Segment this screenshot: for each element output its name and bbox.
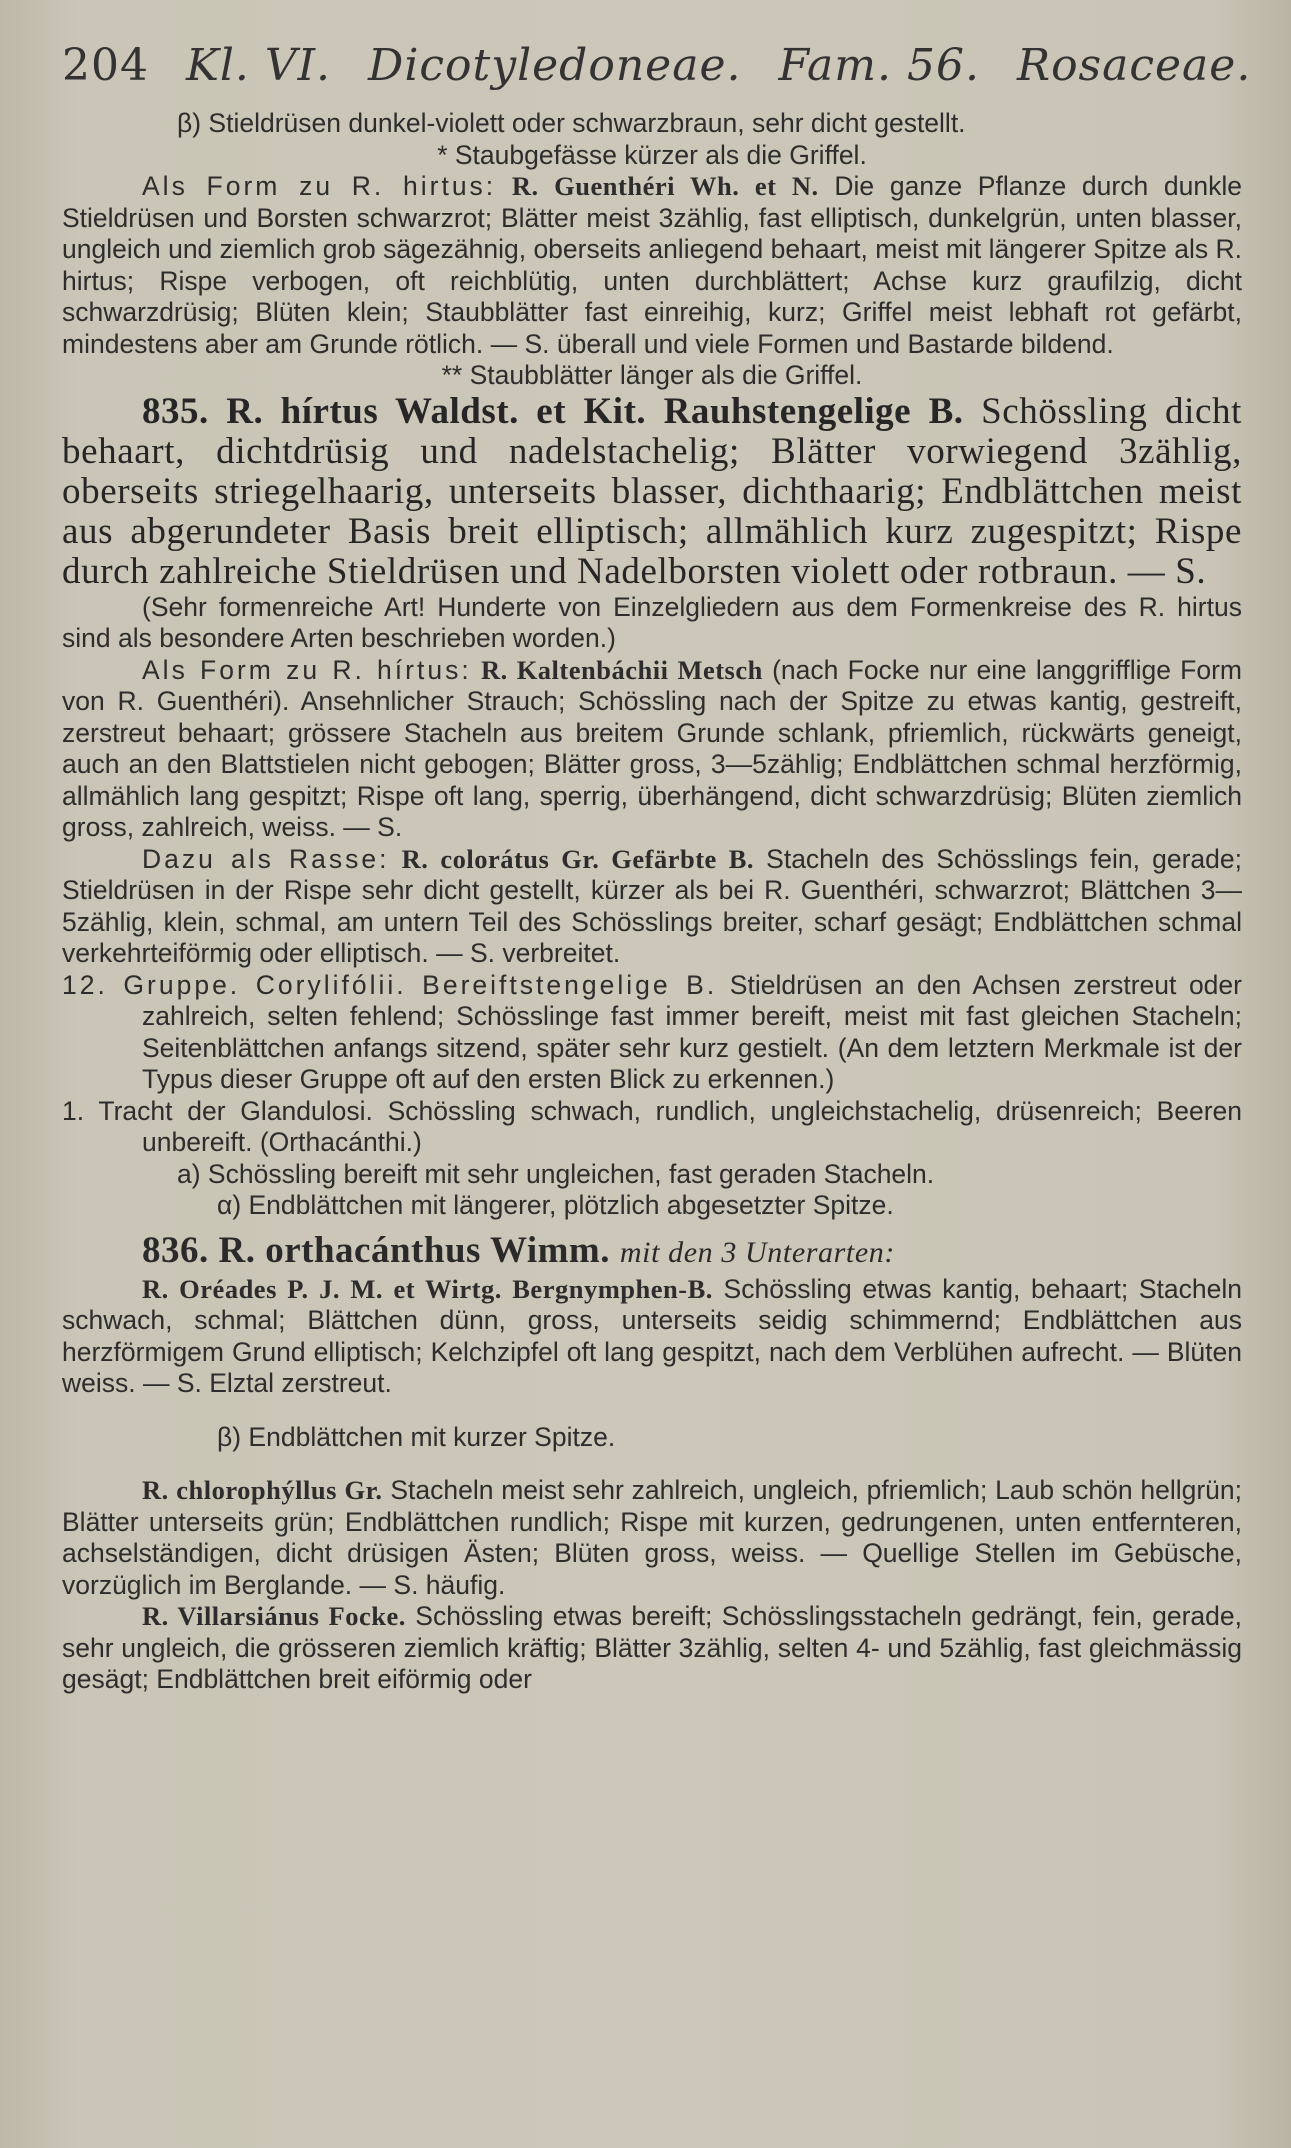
- page-number: 204: [62, 40, 149, 91]
- taxon-name: R. chlorophýllus Gr.: [142, 1475, 383, 1505]
- note-835: (Sehr formenreiche Art! Hunderte von Einzelgliedern aus dem Formenkreise des R. hirtus sind als besondere Arten beschrieben worden.): [62, 591, 1242, 653]
- species-835-text: Schössling dicht behaart, dichtdrüsig und nadelstachelig; Blätter vorwiegend 3zählig, oberseits striegelhaarig, unterseits blasser, dichthaarig; Endblättchen meist aus abgerundeter Basis breit elliptisch; allmählich kurz zugespitzt; Rispe durch zahlreiche Stieldrüsen und Nadelborsten violett oder rotbraun. — S.: [62, 390, 1242, 592]
- paragraph-text: Stacheln des Schösslings fein, gerade; Stieldrüsen in der Rispe sehr dicht gestellt, kürzer als bei R. Guenthéri, schwarzrot; Blättchen 3—5zählig, klein, schmal, am untern Teil des Schösslings breiter, scharf gesägt; Endblättchen schmal verkehrteiförmig oder elliptisch. — S. verbreitet.: [62, 843, 1242, 968]
- race-coloratus-paragraph: [62, 844, 1242, 970]
- body-small-2: [62, 592, 1242, 1222]
- form-kaltenbachii-paragraph: [62, 655, 1242, 844]
- stamens-shorter-heading: * Staubgefässe kürzer als die Griffel.: [437, 139, 867, 170]
- species-835: [62, 392, 1242, 592]
- taxon-name: R. Villarsiánus Focke.: [142, 1601, 406, 1631]
- tracht-1-paragraph: 1. Tracht der Glandulosi. Schössling schwach, rundlich, ungleichstachelig, drüsenreich; Beeren unbereift. (Orthacánthi.): [62, 1095, 1242, 1157]
- header-family-number: Fam. 56.: [778, 40, 980, 91]
- chlorophyllus-paragraph: [62, 1475, 1242, 1601]
- paragraph-text: Stacheln meist sehr zahlreich, ungleich, pfriemlich; Laub schön hellgrün; Blätter unterseits grün; Endblättchen rundlich; Rispe mit kurzen, gedrungenen, unten entfernteren, achselständigen, dicht drüsigen Ästen; Blüten gross, weiss. — Quellige Stellen im Gebüsche, vorzüglich im Berglande. — S. häufig.: [62, 1475, 1243, 1600]
- header-class: Kl. VI.: [185, 40, 332, 91]
- taxon-name: R. colorátus Gr. Gefärbte B.: [401, 843, 754, 874]
- body-small: [62, 108, 1242, 392]
- page-content: [62, 40, 1252, 1696]
- species-836-heading: [62, 1230, 1242, 1274]
- oreades-paragraph: [62, 1274, 1242, 1400]
- species-836-name: 836. R. orthacánthus Wimm.: [142, 1229, 611, 1271]
- key-beta-line: β) Endblättchen mit kurzer Spitze.: [217, 1421, 616, 1452]
- key-alpha-line: α) Endblättchen mit längerer, plötzlich abgesetzter Spitze.: [217, 1190, 894, 1220]
- paragraph-text: Schössling etwas kantig, behaart; Stacheln schwach, schmal; Blättchen dünn, gross, unterseits seidig schimmernd; Endblättchen aus herzförmigem Grund elliptisch; Kelchzipfel oft lang gespitzt, nach dem Verblühen aufrecht. — Blüten weiss. — S. Elztal zerstreut.: [62, 1273, 1243, 1398]
- form-guentheri-paragraph: [62, 171, 1242, 360]
- header-group: Dicotyledoneae.: [368, 40, 742, 91]
- species-835-name: 835. R. hírtus Waldst. et Kit. Rauhstengelige B.: [142, 390, 964, 432]
- key-a-line: a) Schössling bereift mit sehr ungleichen, fast geraden Stacheln.: [177, 1158, 935, 1189]
- paragraph-text: (nach Focke nur eine langgrifflige Form von R. Guenthéri). Ansehnlicher Strauch; Schössling nach der Spitze zu etwas kantig, gestreift, zerstreut behaart; grössere Stacheln aus breitem Grunde schlank, pfriemlich, rückwärts geneigt, auch an den Blattstielen nicht gebogen; Blätter gross, 3—5zählig; Endblättchen schmal herzförmig, allmählich lang gespitzt; Rispe oft lang, sperrig, überhängend, dicht schwarzdrüsig; Blüten ziemlich gross, zahlreich, weiss. — S.: [62, 654, 1242, 842]
- header-family: Rosaceae.: [1016, 40, 1252, 91]
- beta-glands-line: β) Stieldrüsen dunkel-violett oder schwarzbraun, sehr dicht gestellt.: [177, 108, 966, 138]
- paragraph-text: Die ganze Pflanze durch dunkle Stieldrüsen und Borsten schwarzrot; Blätter meist 3zählig, fast elliptisch, dunkelgrün, unten blasser, ungleich und ziemlich grob sägezähnig, oberseits anliegend behaart, meist mit längerer Spitze als R. hirtus; Rispe verbogen, oft reichblütig, unten durchblättert; Achse kurz graufilzig, dicht schwarzdrüsig; Blüten klein; Staubblätter fast einreihig, kurz; Griffel meist lebhaft rot gefärbt, mindestens aber am Grunde rötlich. — S. überall und viele Formen und Bastarde bildend.: [62, 171, 1243, 359]
- running-header: [62, 40, 1252, 108]
- paragraph-text: Stieldrüsen an den Achsen zerstreut oder zahlreich, selten fehlend; Schösslinge fast immer bereift, meist mit fast gleichen Stacheln; Seitenblättchen anfangs sitzend, später sehr kurz gestielt. (An dem letztern Merkmale ist der Typus dieser Gruppe oft auf den ersten Blick zu erkennen.): [142, 969, 1242, 1094]
- villarsianus-paragraph: [62, 1601, 1242, 1696]
- paragraph-text: Schössling etwas bereift; Schösslingsstacheln gedrängt, fein, gerade, sehr ungleich, die grösseren ziemlich kräftig; Blätter 3zählig, selten 4- und 5zählig, fast gleichmässig gesägt; Endblättchen breit eiförmig oder: [62, 1601, 1242, 1694]
- form-label: Als Form zu R. hírtus:: [142, 654, 472, 685]
- taxon-name: R. Oréades P. J. M. et Wirtg. Bergnymphen-B.: [142, 1273, 713, 1304]
- species-836-subtitle: mit den 3 Unterarten:: [619, 1235, 895, 1269]
- taxon-name: R. Guenthéri Wh. et N.: [511, 171, 819, 201]
- form-label: Als Form zu R. hirtus:: [142, 171, 497, 201]
- race-label: Dazu als Rasse:: [142, 843, 390, 874]
- taxon-name: R. Kaltenbáchii Metsch: [480, 654, 763, 685]
- stamens-longer-heading: ** Staubblätter länger als die Griffel.: [441, 360, 863, 390]
- body-small-3: [62, 1274, 1242, 1696]
- group-12-label: 12. Gruppe. Corylifólii. Bereiftstengelige B.: [62, 969, 718, 1000]
- group-12-paragraph: [62, 970, 1242, 1096]
